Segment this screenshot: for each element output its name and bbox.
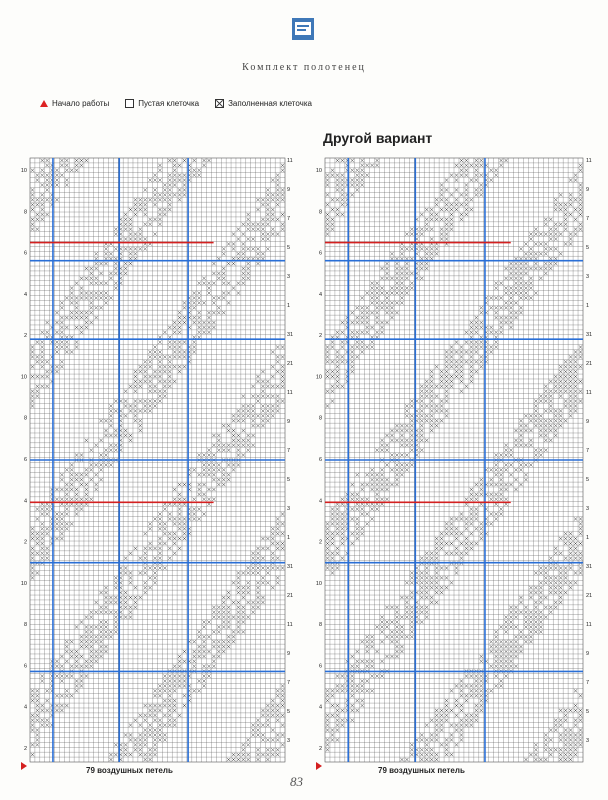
section-title: Комплект полотенец: [242, 62, 366, 73]
row-number-left: 8: [23, 622, 27, 629]
row-number-right: 31: [586, 564, 593, 570]
row-number-left: 10: [20, 374, 27, 381]
row-number-right: 31: [287, 332, 294, 338]
row-number-right: 1: [287, 303, 291, 309]
row-number-right: 3: [287, 738, 291, 744]
start-marker-icon: [21, 762, 27, 770]
row-number-left: 8: [23, 415, 27, 422]
row-number-right: 3: [586, 738, 590, 744]
row-number-left: 4: [23, 704, 27, 711]
legend-empty: Пустая клеточка: [138, 99, 200, 108]
row-number-right: 5: [287, 245, 291, 251]
row-number-left: 8: [318, 415, 322, 422]
row-number-right: 7: [586, 448, 590, 454]
row-number-left: 6: [23, 457, 27, 463]
row-number-right: 3: [586, 506, 590, 512]
row-number-right: 21: [586, 593, 593, 599]
row-number-right: 21: [586, 361, 593, 367]
row-number-right: 11: [287, 158, 293, 164]
row-number-right: 7: [287, 216, 291, 222]
row-number-left: 10: [315, 374, 322, 381]
row-number-left: 2: [318, 333, 322, 340]
legend-filled: Заполненная клеточка: [228, 99, 312, 108]
row-number-left: 8: [23, 209, 27, 216]
legend-start: Начало работы: [52, 99, 110, 108]
row-number-right: 31: [586, 332, 593, 338]
row-number-left: 10: [315, 580, 322, 587]
row-number-right: 7: [287, 680, 291, 686]
row-number-right: 11: [287, 390, 293, 396]
row-number-right: 5: [586, 245, 590, 251]
row-number-left: 6: [23, 663, 27, 670]
row-number-left: 2: [318, 746, 322, 752]
row-number-right: 21: [287, 593, 294, 599]
row-number-right: 3: [287, 274, 291, 280]
row-number-left: 4: [318, 291, 322, 298]
row-number-right: 9: [586, 187, 590, 193]
row-number-right: 11: [586, 622, 592, 628]
row-number-right: 31: [287, 564, 294, 570]
row-number-left: 2: [23, 746, 27, 752]
row-number-left: 6: [23, 250, 27, 257]
row-number-left: 8: [318, 622, 322, 629]
page-number: 83: [290, 774, 303, 789]
row-number-left: 8: [318, 209, 322, 216]
row-number-right: 3: [586, 274, 590, 280]
right-footer-label: 79 воздушных петель: [378, 766, 465, 775]
row-number-right: 11: [287, 622, 293, 628]
row-number-right: 7: [586, 680, 590, 686]
row-number-right: 1: [586, 535, 590, 541]
row-number-left: 4: [23, 291, 27, 298]
row-number-right: 3: [287, 506, 291, 512]
row-number-right: 1: [586, 303, 590, 309]
right-chart-grid: [325, 158, 583, 762]
row-number-right: 5: [287, 709, 291, 715]
variant-heading: Другой вариант: [323, 130, 433, 146]
row-number-right: 5: [586, 709, 590, 715]
row-number-right: 9: [287, 419, 291, 425]
row-number-right: 11: [586, 158, 592, 164]
left-chart-grid: [30, 158, 285, 762]
row-number-left: 10: [20, 580, 27, 587]
row-number-left: 4: [318, 498, 322, 505]
row-number-right: 7: [287, 448, 291, 454]
row-number-right: 1: [287, 535, 291, 541]
row-number-left: 4: [318, 704, 322, 711]
row-number-left: 2: [23, 333, 27, 340]
row-number-right: 9: [287, 187, 291, 193]
left-footer-label: 79 воздушных петель: [86, 766, 173, 775]
row-number-right: 21: [287, 361, 294, 367]
row-number-left: 6: [318, 663, 322, 670]
row-number-right: 9: [586, 419, 590, 425]
row-number-left: 4: [23, 498, 27, 505]
row-number-right: 11: [586, 390, 592, 396]
row-number-right: 7: [586, 216, 590, 222]
row-number-right: 9: [586, 651, 590, 657]
row-number-left: 6: [318, 250, 322, 257]
row-number-left: 10: [315, 168, 322, 174]
row-number-left: 10: [20, 168, 27, 174]
row-number-left: 6: [318, 457, 322, 463]
row-number-right: 9: [287, 651, 291, 657]
row-number-right: 5: [586, 477, 590, 483]
row-number-left: 2: [23, 539, 27, 546]
start-marker-icon: [316, 762, 322, 770]
row-number-left: 2: [318, 539, 322, 546]
row-number-right: 5: [287, 477, 291, 483]
